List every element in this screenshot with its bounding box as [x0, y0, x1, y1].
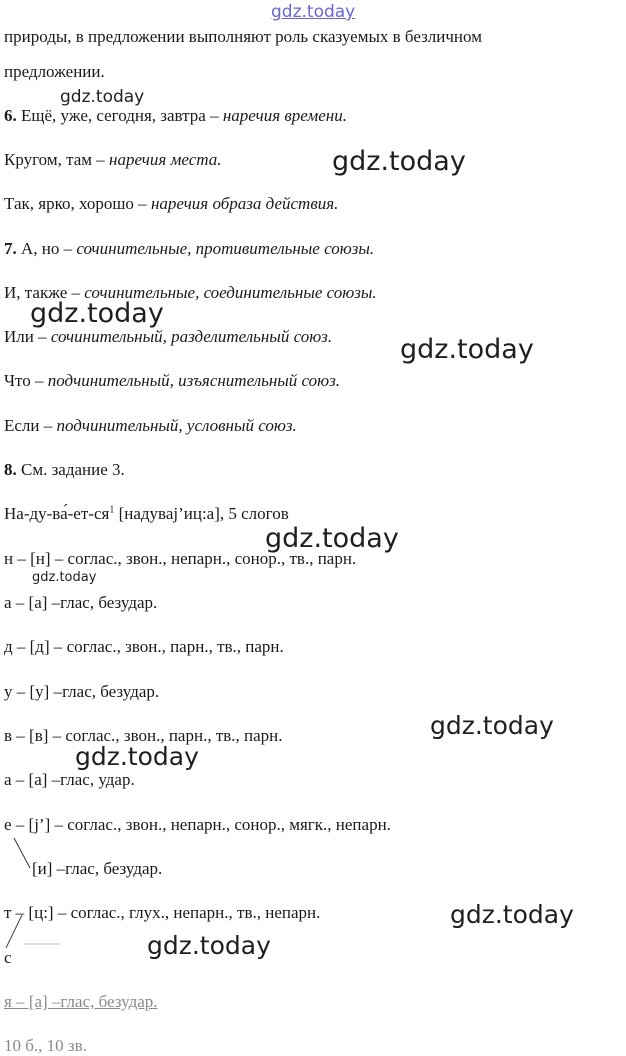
sound-line: е – [j’] – соглас., звон., непарн., сонор., мягк., непарн. — [4, 815, 391, 834]
italic-text: сочинительный, разделительный союз. — [50, 327, 333, 346]
watermark: gdz.today — [450, 900, 574, 929]
item-number: 8. — [4, 460, 17, 479]
sound-line: я – [а] –глас, безудар. — [4, 992, 158, 1011]
text: И, также – — [4, 283, 85, 302]
watermark: gdz.today — [147, 931, 271, 960]
text: См. задание 3. — [16, 460, 125, 479]
text: Или – — [4, 327, 51, 346]
sound-line: д – [д] – соглас., звон., парн., тв., парн. — [4, 637, 284, 656]
text: На-ду-ва́-ет-ся — [4, 504, 110, 523]
watermark: gdz.today — [75, 742, 199, 771]
watermark: gdz.today — [430, 711, 554, 740]
italic-text: подчинительный, изъяснительный союз. — [47, 371, 341, 390]
brace-stroke — [6, 915, 22, 948]
text-line: природы, в предложении выполняют роль сказуемых в безличном — [4, 27, 482, 46]
watermark: gdz.today — [30, 298, 164, 329]
item-number: 6. — [4, 106, 17, 125]
italic-text: наречия места. — [109, 150, 222, 169]
text: Кругом, там – — [4, 150, 110, 169]
watermark: gdz.today — [332, 146, 466, 177]
text: А, но – — [16, 239, 77, 258]
watermark: gdz.today — [32, 570, 97, 585]
item-number: 7. — [4, 239, 17, 258]
text: [надуваj’иц:а], 5 слогов — [114, 504, 289, 523]
watermark: gdz.today — [400, 334, 534, 365]
sound-line: с — [4, 948, 12, 967]
brace-stroke — [14, 838, 30, 868]
sound-line: у – [у] –глас, безудар. — [4, 682, 160, 701]
summary-line: 10 б., 10 зв. — [4, 1036, 87, 1055]
italic-text: подчинительный, условный союз. — [56, 416, 297, 435]
italic-text: наречия времени. — [222, 106, 347, 125]
text: Если – — [4, 416, 57, 435]
text: Ещё, уже, сегодня, завтра – — [16, 106, 223, 125]
watermark-top: gdz.today — [271, 2, 356, 22]
italic-text: сочинительные, противительные союзы. — [76, 239, 375, 258]
italic-text: сочинительные, соединительные союзы. — [84, 283, 377, 302]
watermark: gdz.today — [265, 523, 399, 554]
text-line: предложении. — [4, 62, 105, 81]
text: Так, ярко, хорошо – — [4, 194, 151, 213]
sound-line: а – [а] –глас, удар. — [4, 770, 135, 789]
sound-line: н – [н] – соглас., звон., непарн., сонор., тв., парн. — [4, 549, 357, 568]
sound-line: т – [ц:] – соглас., глух., непарн., тв., непарн. — [4, 903, 321, 922]
watermark: gdz.today — [60, 87, 145, 107]
text: Что – — [4, 371, 48, 390]
sound-line: а – [а] –глас, безудар. — [4, 593, 158, 612]
sound-line: [и] –глас, безудар. — [32, 859, 163, 878]
sound-line: в – [в] – соглас., звон., парн., тв., парн. — [4, 726, 283, 745]
footnote-mark: 1 — [109, 504, 115, 516]
italic-text: наречия образа действия. — [150, 194, 339, 213]
